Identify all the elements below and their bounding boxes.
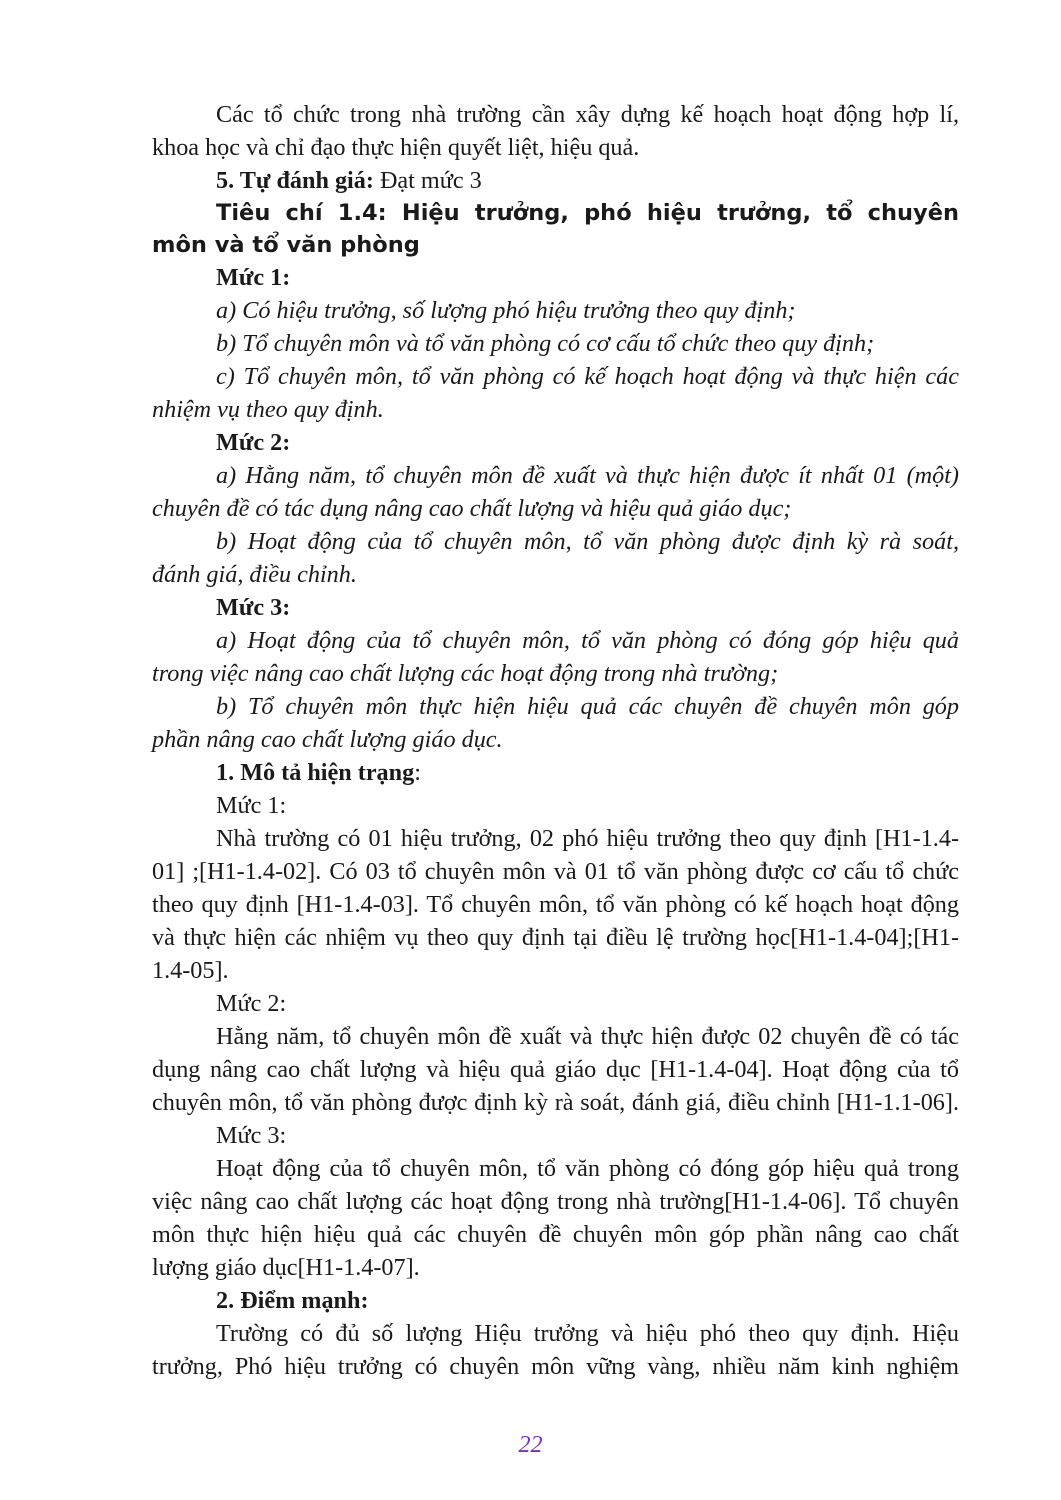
level-1-item-a: a) Có hiệu trưởng, số lượng phó hiệu trưởng theo quy định;: [216, 297, 796, 324]
current-state-level-1-line-4: và thực hiện các nhiệm vụ theo quy định tại điều lệ trường học[H1-1.4-04];[H1-: [152, 924, 959, 951]
current-state-level-3-line-2: việc nâng cao chất lượng các hoạt động trong nhà trường[H1-1.4-06]. Tổ chuyên: [152, 1188, 959, 1215]
current-state-level-3-line-3: môn thực hiện hiệu quả các chuyên đề chuyên môn góp phần nâng cao chất: [152, 1221, 959, 1248]
level-2-item-a-line-2: chuyên đề có tác dụng nâng cao chất lượng và hiệu quả giáo dục;: [152, 495, 792, 522]
current-state-level-2-label: Mức 2:: [216, 990, 287, 1017]
current-state-level-3-label: Mức 3:: [216, 1122, 287, 1149]
self-assessment-value: Đạt mức 3: [373, 167, 482, 194]
current-state-level-1-line-2: 01] ;[H1-1.4-02]. Có 03 tổ chuyên môn và 01 tổ văn phòng được cơ cấu tổ chức: [152, 858, 959, 885]
level-2-item-b-line-2: đánh giá, điều chỉnh.: [152, 561, 357, 588]
level-2-item-a-line-1: a) Hằng năm, tổ chuyên môn đề xuất và thực hiện được ít nhất 01 (một): [216, 462, 959, 489]
current-state-heading-text: 1. Mô tả hiện trạng: [216, 759, 415, 786]
current-state-level-1-line-3: theo quy định [H1-1.4-03]. Tổ chuyên môn, tổ văn phòng có kế hoạch hoạt động: [152, 891, 959, 918]
strengths-heading: 2. Điểm mạnh:: [216, 1287, 369, 1314]
current-state-heading: [152, 756, 959, 789]
strengths-line-2: trưởng, Phó hiệu trưởng có chuyên môn vững vàng, nhiều năm kinh nghiệm: [152, 1353, 959, 1380]
page-content: [152, 98, 959, 1383]
strengths-line-1: Trường có đủ số lượng Hiệu trưởng và hiệu phó theo quy định. Hiệu: [216, 1320, 959, 1347]
current-state-level-2-line-2: dụng nâng cao chất lượng và hiệu quả giáo dục [H1-1.4-04]. Hoạt động của tổ: [152, 1056, 959, 1083]
level-2-label: Mức 2:: [216, 429, 291, 456]
level-3-item-a-line-2: trong việc nâng cao chất lượng các hoạt động trong nhà trường;: [152, 660, 779, 687]
level-3-item-b-line-1: b) Tổ chuyên môn thực hiện hiệu quả các chuyên đề chuyên môn góp: [216, 693, 959, 720]
level-1-label: Mức 1:: [216, 264, 291, 291]
criterion-title-line-1: Tiêu chí 1.4: Hiệu trưởng, phó hiệu trưởng, tổ chuyên: [216, 200, 959, 226]
current-state-level-3-line-1: Hoạt động của tổ chuyên môn, tổ văn phòng có đóng góp hiệu quả trong: [216, 1155, 959, 1182]
self-assessment-label: 5. Tự đánh giá:: [216, 167, 374, 194]
level-3-item-a-line-1: a) Hoạt động của tổ chuyên môn, tổ văn phòng có đóng góp hiệu quả: [216, 627, 959, 654]
level-3-label: Mức 3:: [216, 594, 291, 621]
level-3-item-b-line-2: phần nâng cao chất lượng giáo dục.: [152, 726, 503, 753]
intro-line-1: Các tổ chức trong nhà trường cần xây dựng kế hoạch hoạt động hợp lí,: [216, 101, 959, 128]
level-1-item-b: b) Tổ chuyên môn và tổ văn phòng có cơ cấu tổ chức theo quy định;: [216, 330, 875, 357]
current-state-level-1-line-1: Nhà trường có 01 hiệu trưởng, 02 phó hiệu trưởng theo quy định [H1-1.4-: [216, 825, 959, 852]
current-state-level-3-line-4: lượng giáo dục[H1-1.4-07].: [152, 1254, 420, 1281]
criterion-title: [152, 197, 959, 229]
intro-line-2: khoa học và chỉ đạo thực hiện quyết liệt, hiệu quả.: [152, 134, 640, 161]
current-state-level-2-line-1: Hằng năm, tổ chuyên môn đề xuất và thực hiện được 02 chuyên đề có tác: [216, 1023, 959, 1050]
level-2-item-b-line-1: b) Hoạt động của tổ chuyên môn, tổ văn phòng được định kỳ rà soát,: [216, 528, 959, 555]
level-1-item-c-line-1: c) Tổ chuyên môn, tổ văn phòng có kế hoạch hoạt động và thực hiện các: [216, 363, 959, 390]
current-state-level-1-line-5: 1.4-05].: [152, 957, 229, 984]
level-1-item-c-line-2: nhiệm vụ theo quy định.: [152, 396, 384, 423]
self-assessment: [152, 164, 959, 197]
page-number: 22: [518, 1432, 543, 1458]
current-state-level-1-label: Mức 1:: [216, 792, 287, 819]
current-state-level-2-line-3: chuyên môn, tổ văn phòng được định kỳ rà soát, đánh giá, điều chỉnh [H1-1.1-06].: [152, 1089, 959, 1116]
current-state-heading-colon: :: [414, 759, 421, 786]
criterion-title-line-2: môn và tổ văn phòng: [152, 232, 420, 258]
